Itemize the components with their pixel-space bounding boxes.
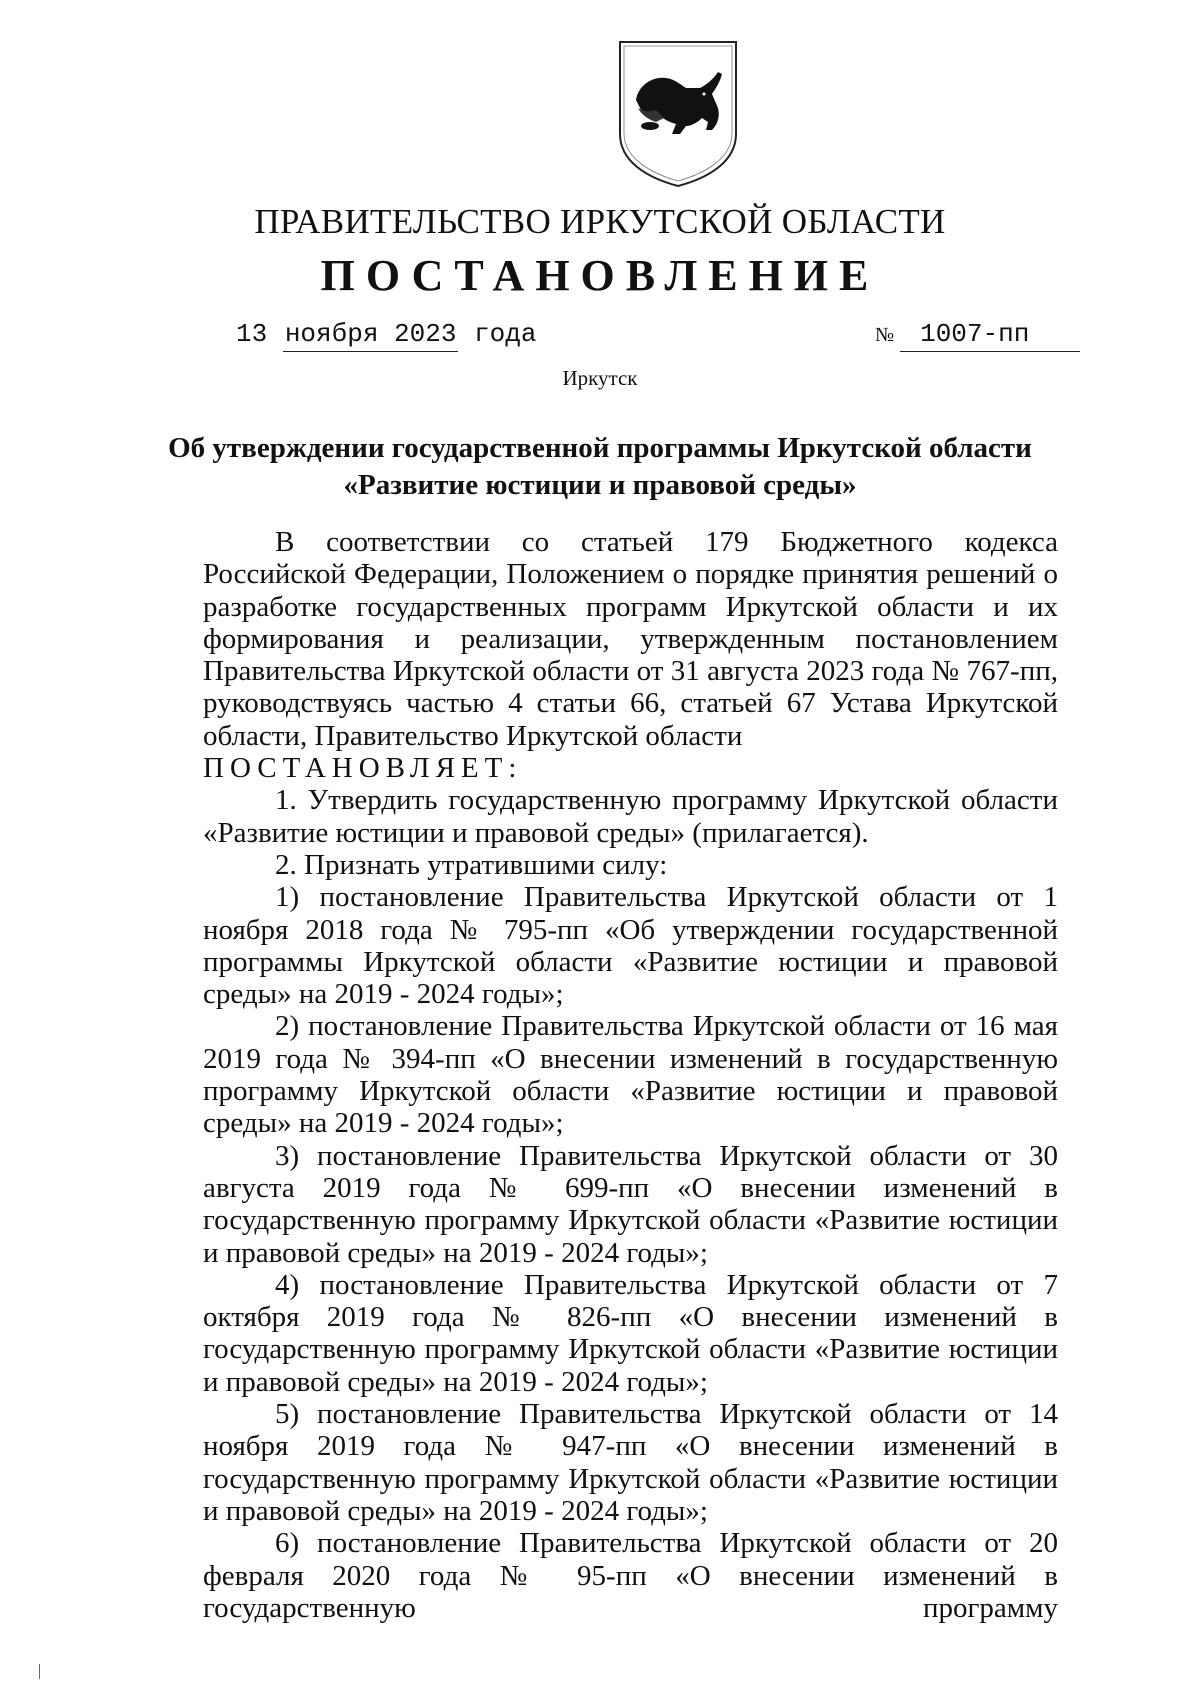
- date-month-year: ноября 2023: [283, 317, 459, 352]
- sub-item-1: 1) постановление Правительства Иркутской области от 1 ноября 2018 года № 795-пп «Об утверждении государственной программы Иркутской области «Развитие юстиции и правовой среды» на 2019 - 2024 годы»;: [203, 881, 1058, 1011]
- document-type: ПОСТАНОВЛЕНИЕ: [320, 251, 880, 300]
- sub-item-3: 3) постановление Правительства Иркутской области от 30 августа 2019 года № 699-пп «О внесении изменений в государственную программу Иркутской области «Развитие юстиции и правовой среды» на 2019 - 2024 годы»;: [203, 1139, 1058, 1269]
- item-2: 2. Признать утратившими силу:: [275, 848, 668, 881]
- decree-word: ПОСТАНОВЛЯЕТ:: [203, 752, 523, 785]
- sub-item-2: 2) постановление Правительства Иркутской области от 16 мая 2019 года № 394-пп «О внесении изменений в государственную программу Иркутской области «Развитие юстиции и правовой среды» на 2019 - 2024 годы»;: [203, 1010, 1058, 1140]
- date-suffix: года: [474, 319, 537, 349]
- sub-item-6: 6) постановление Правительства Иркутской области от 20 февраля 2020 года № 95-пп «О внесении изменений в государственную программу: [203, 1527, 1058, 1624]
- title-line-2: «Развитие юстиции и правовой среды»: [343, 469, 857, 501]
- city-name: Иркутск: [562, 366, 638, 390]
- title-line-1: Об утверждении государственной программы Иркутской области: [168, 432, 1032, 464]
- document-title: [150, 430, 1050, 504]
- scan-margin-mark: [39, 1664, 40, 1679]
- government-name: ПРАВИТЕЛЬСТВО ИРКУТСКОЙ ОБЛАСТИ: [254, 202, 946, 241]
- document-body: [203, 526, 1058, 1624]
- item-1: 1. Утвердить государственную программу Иркутской области «Развитие юстиции и правовой среды» (прилагается).: [203, 784, 1058, 849]
- sub-item-5: 5) постановление Правительства Иркутской области от 14 ноября 2019 года № 947-пп «О внесении изменений в государственную программу Иркутской области «Развитие юстиции и правовой среды» на 2019 - 2024 годы»;: [203, 1398, 1058, 1527]
- preamble: В соответствии со статьей 179 Бюджетного кодекса Российской Федерации, Положением о порядке принятия решений о разработке государственных программ Иркутской области и их формирования и реализации, утвержденным постановлением Правительства Иркутской области от 31 августа 2023 года № 767-пп, руководствуясь частью 4 статьи 66, статьей 67 Устава Иркутской области, Правительство Иркутской области: [203, 526, 1058, 752]
- coat-of-arms-icon: [616, 38, 740, 188]
- date-day: 13: [236, 319, 268, 349]
- sub-item-4: 4) постановление Правительства Иркутской области от 7 октября 2019 года № 826-пп «О внесении изменений в государственную программу Иркутской области «Развитие юстиции и правовой среды» на 2019 - 2024 годы»;: [203, 1268, 1058, 1398]
- number-sign: №: [875, 324, 895, 346]
- number-value: 1007-пп: [900, 317, 1080, 352]
- document-date: [236, 317, 537, 352]
- document-number: [875, 317, 1080, 352]
